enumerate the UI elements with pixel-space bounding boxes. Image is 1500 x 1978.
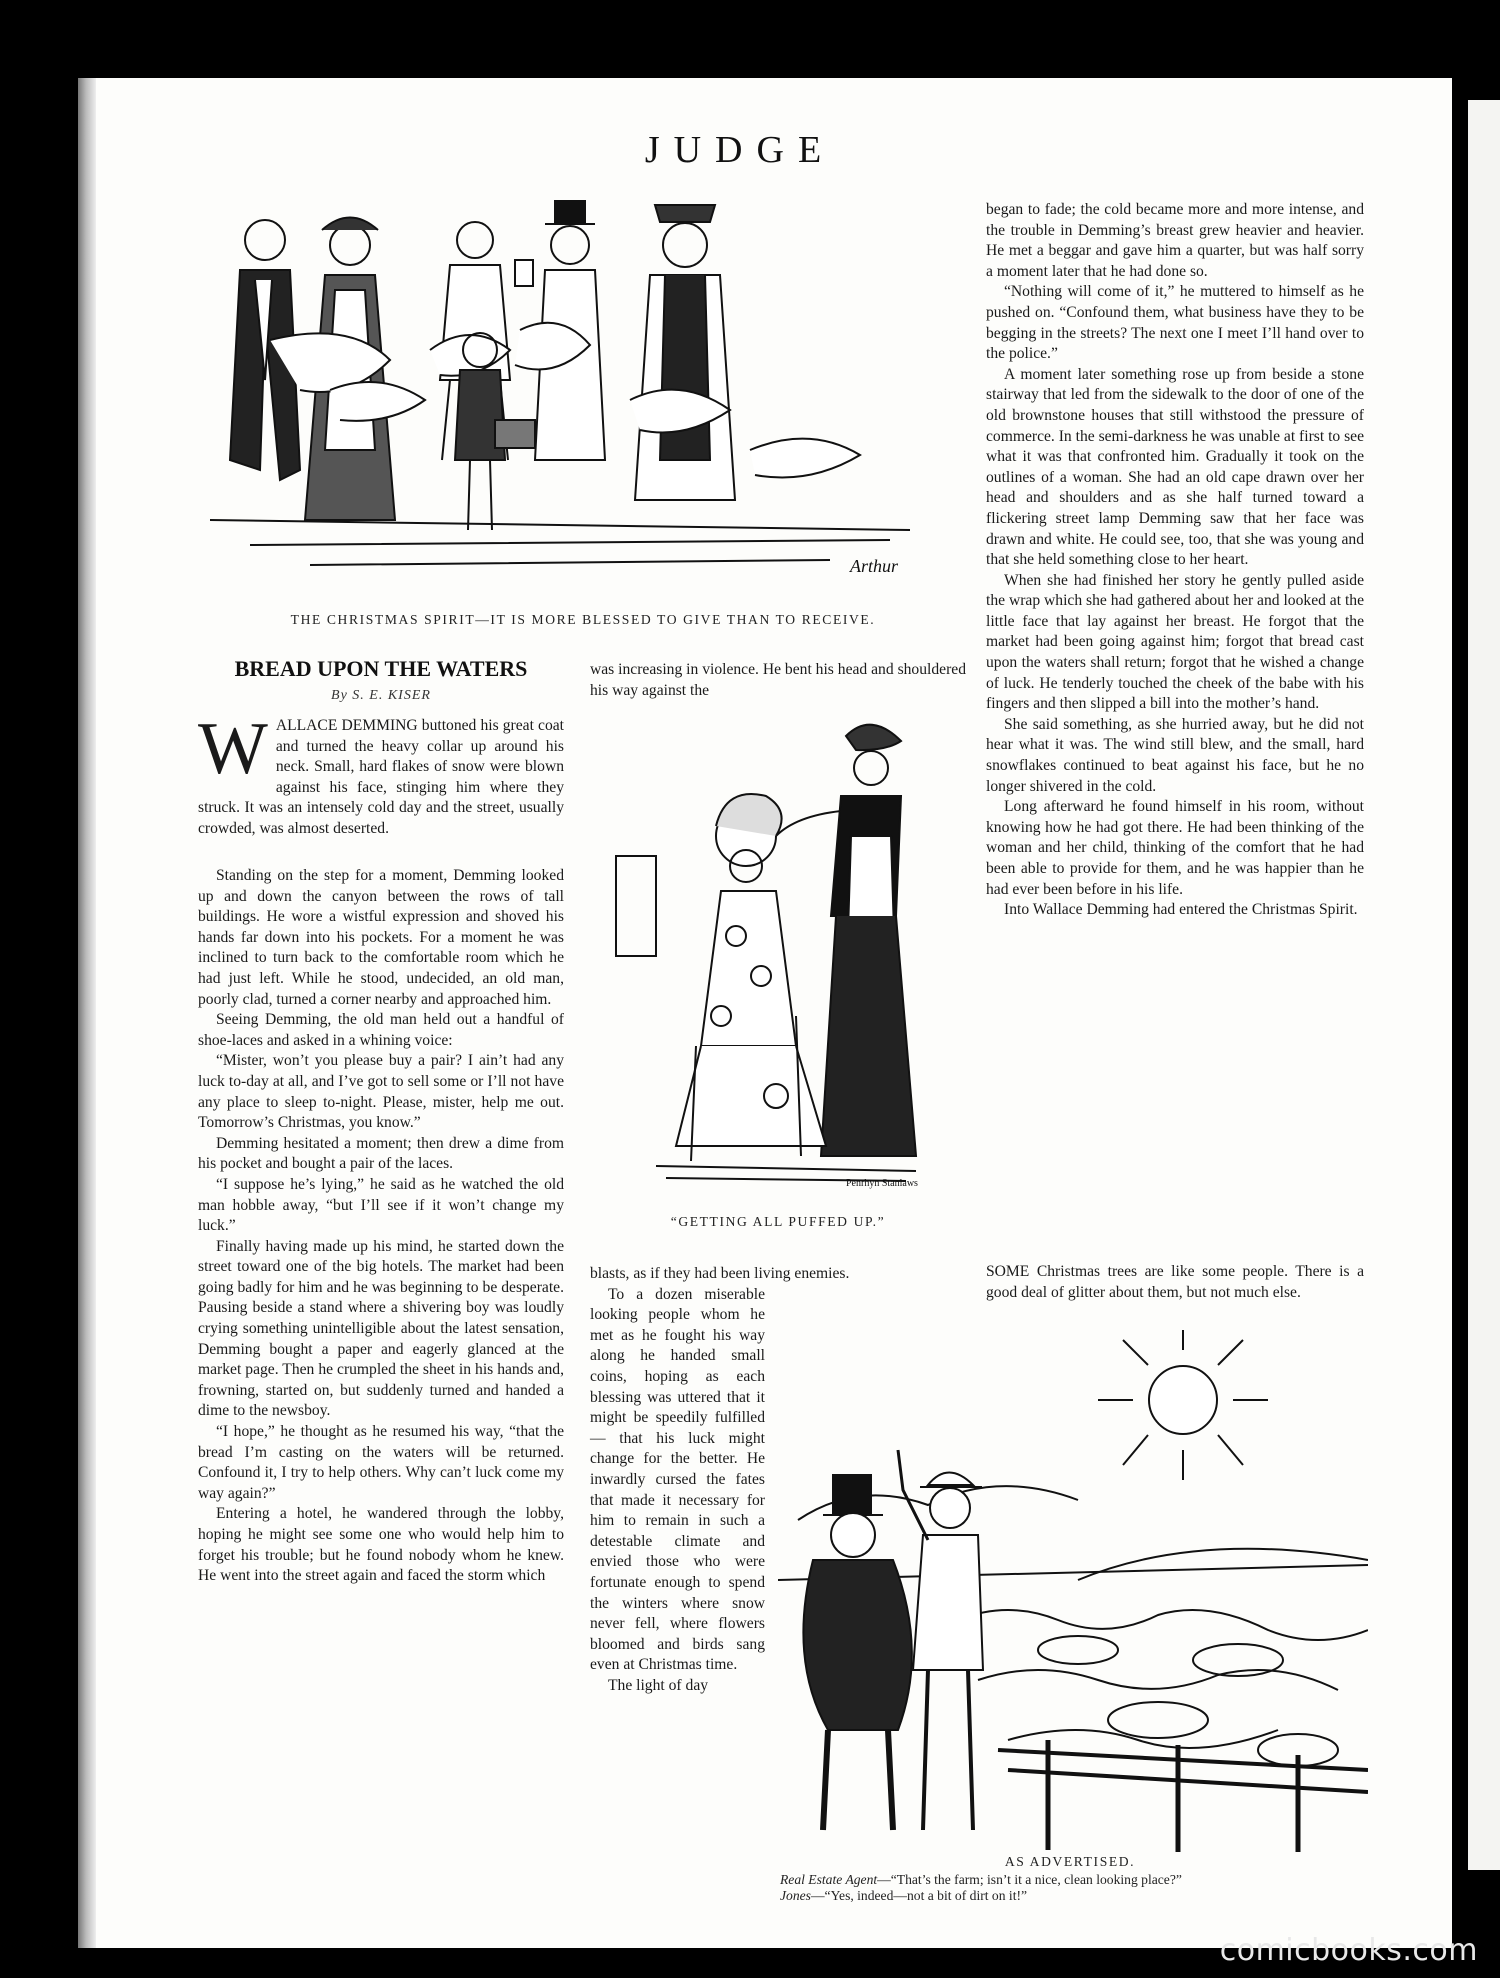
filler-item	[986, 1262, 1364, 1303]
paragraph: She said something, as she hurried away, but he did not hear what it was. The wind still blew, and the small, hard snowflakes continued to beat against his face, but he no longer shivered in the cold.	[986, 715, 1364, 795]
top-illustration-signature: Arthur	[850, 556, 899, 576]
story-opening	[198, 708, 564, 840]
paragraph: Demming hesitated a moment; then drew a dime from his pocket and bought a pair of the laces.	[198, 1134, 564, 1173]
dialog-line-jones	[780, 1888, 1380, 1904]
paragraph: “I hope,” he thought as he resumed his way, “that the bread I’m casting on the waters will be returned. Confound it, I try to help others. Why can’t luck come my way again?”	[198, 1423, 564, 1502]
line-jones: —“Yes, indeed—not a bit of dirt on it!”	[810, 1888, 1028, 1903]
paragraph: Entering a hotel, he wandered through the lobby, hoping he might see some one who would help him to forget his trouble; but he found nobody whom he knew. He went into the street again and faced the storm which	[198, 1505, 564, 1585]
top-illustration-caption: THE CHRISTMAS SPIRIT—IT IS MORE BLESSED TO GIVE THAN TO RECEIVE.	[290, 612, 876, 627]
speaker-jones: Jones	[780, 1888, 811, 1903]
story-column-3	[986, 200, 1364, 921]
as-advertised-illustration	[778, 1330, 1368, 1852]
speaker-agent: Real Estate Agent	[780, 1872, 878, 1887]
story-column-2-top	[590, 660, 966, 701]
paragraph: blasts, as if they had been living enemies.	[590, 1265, 850, 1282]
puffed-up-drawing	[596, 716, 956, 1204]
bottom-illustration-caption: AS ADVERTISED.	[1004, 1854, 1136, 1869]
story-title: BREAD UPON THE WATERS	[234, 656, 528, 681]
paragraph: began to fade; the cold became more and more intense, and the trouble in Demming’s breast grew heavier and heavier. He met a beggar and gave him a quarter, but was half sorry a moment later that he had done so.	[986, 201, 1364, 280]
story-byline: By S. E. KISER	[331, 688, 431, 703]
christmas-spirit-illustration	[210, 200, 950, 600]
paragraph: A moment later something rose up from beside a stone stairway that led from the sidewalk to the door of one of the old brownstone houses that still withstood the pressure of commerce. In the semi-darkness he was unable at first to see what it was that confronted him. Gradually it took on the outlines of a woman. She had an old cape drawn over her head and shoulders and as she half turned toward a flickering street lamp Demming saw that her face was drawn and white. He could see, too, that she was young and that she held something close to her heart.	[986, 365, 1365, 569]
paragraph: “I suppose he’s lying,” he said as he watched the old man hobble away, “but I’ll see if it won’t change my luck.”	[198, 1175, 564, 1235]
middle-illustration-caption: “GETTING ALL PUFFED UP.”	[670, 1214, 886, 1229]
paragraph: When she had finished her story he gently pulled aside the wrap which she had gathered about her and looked at the little face that lay against her breast. He forgot that the market had been going against him; forgot that bread cast upon the waters shall return; forgot that he wished a change of luck. He tenderly touched the cheek of the babe with his fingers and then slipped a bill into the mother’s hand.	[986, 571, 1365, 713]
paragraph: Into Wallace Demming had entered the Christmas Spirit.	[1004, 901, 1358, 919]
opening-paragraph: ALLACE DEMMING buttoned his great coat and turned the heavy collar up around his neck. Small, hard flakes of snow were blown against his face, stinging him where they struck. It was an intensely cold day and the street, usually crowded, was almost deserted.	[198, 717, 564, 837]
paragraph: Seeing Demming, the old man held out a handful of shoe-laces and asked in a whining voice:	[198, 1011, 564, 1049]
paragraph: “Mister, won’t you please buy a pair? I ain’t had any luck to-day at all, and I’ve got to sell some or I’ll not have any place to sleep to-night. Please, mister, help me out. Tomorrow’s Christmas, you know.”	[198, 1052, 564, 1132]
paragraph: Long afterward he found himself in his room, without knowing how he had got there. He had been thinking of the woman and her child, thinking of the comfort that he had been able to provide for them, and he was happier than he had ever been before in his life.	[986, 798, 1364, 898]
paragraph: Finally having made up his mind, he started down the street toward one of the big hotels. The market had been going badly for him and he was beginning to be desperate. Pausing beside a stand where a shivering boy was loudly crying something unintelligible about the latest sensation, Demming bought a paper and eagerly glanced at the market page. Then he crumpled the sheet in his hands and, frowning, started on, but suddenly turned and handed a dime to the newsboy.	[198, 1237, 564, 1420]
site-watermark: comicbooks.com	[1219, 1933, 1478, 1968]
masthead: JUDGE	[644, 129, 836, 171]
as-advertised-drawing	[778, 1330, 1368, 1852]
bottom-illustration-dialog	[780, 1872, 1380, 1904]
paragraph: To a dozen miserable looking people whom he met as he fought his way along he handed small coins, hoping as each blessing was uttered that it might be speedily fulfilled — that his luck might change for the better. He inwardly cursed the fates that made it necessary for him to remain in such a detestable climate and envied those who were fortunate enough to spend the winters where snow never fell, where flowers bloomed and birds sang even at Christmas time.	[590, 1285, 765, 1674]
story-column-1	[198, 866, 564, 1587]
drop-cap: W	[198, 708, 268, 790]
line-agent: —“That’s the farm; isn’t it a nice, clean looking place?”	[877, 1872, 1182, 1887]
facing-page-edge	[1468, 100, 1500, 1870]
paragraph: Standing on the step for a moment, Demming looked up and down the canyon between the rows of tall buildings. He wore a wistful expression and shoved his hands far down into his pockets. For a moment he was inclined to turn back to the comfortable room which he had just left. While he stood, undecided, an old man, poorly clad, turned a corner nearby and approached him.	[198, 867, 564, 1008]
christmas-spirit-drawing	[210, 200, 950, 600]
puffed-up-illustration	[596, 716, 956, 1204]
paragraph: The light of day	[608, 1676, 709, 1694]
page-binding-edge	[78, 78, 96, 1948]
filler-text: SOME Christmas trees are like some people. There is a good deal of glitter about them, but not much else.	[986, 1263, 1364, 1301]
middle-illustration-signature: Penrhyn Stanlaws	[846, 1178, 918, 1189]
paragraph: “Nothing will come of it,” he muttered to himself as he pushed on. “Confound them, what business have they to be begging in the streets? The next one I meet I’ll hand over to the police.”	[986, 283, 1364, 363]
dialog-line-agent	[780, 1872, 1380, 1888]
paragraph: was increasing in violence. He bent his head and shouldered his way against the	[590, 661, 966, 699]
